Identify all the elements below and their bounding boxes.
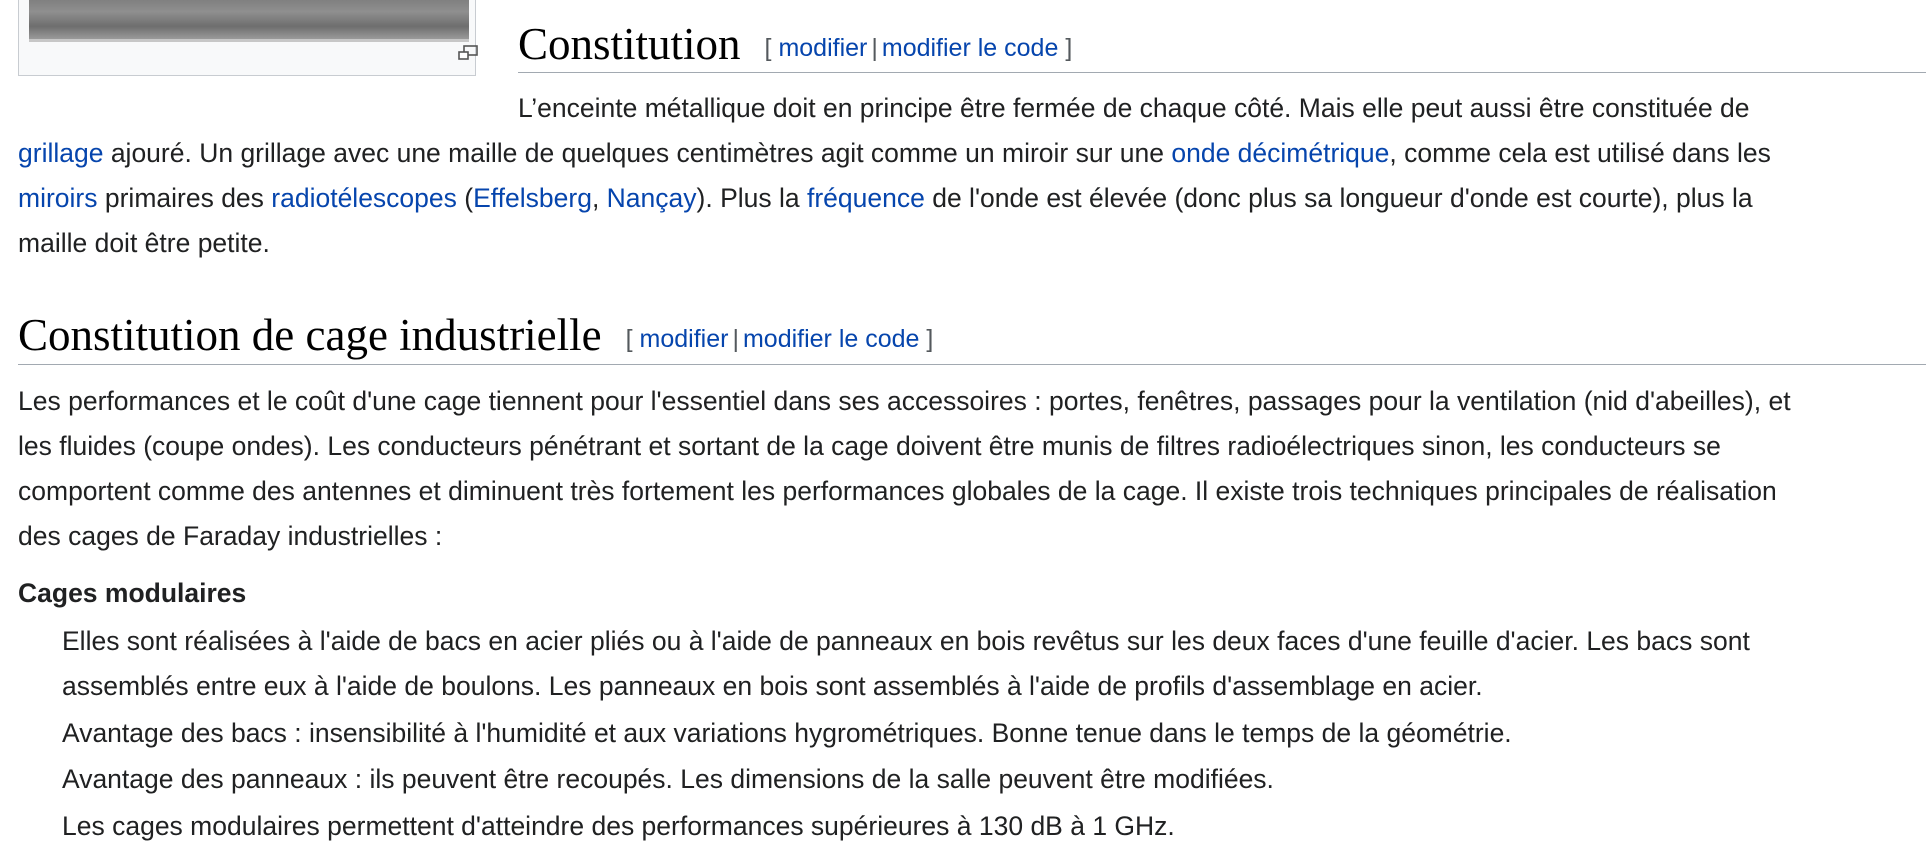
definition-line: Les cages modulaires permettent d'atteindre des performances supérieures à 130 dB à 1 GHz. [62, 811, 1175, 841]
edit-section: [ modifier | modifier le code ] [625, 325, 934, 353]
heading-divider [18, 364, 1926, 365]
definition-line: Elles sont réalisées à l'aide de bacs en acier pliés ou à l'aide de panneaux en bois revêtus sur les deux faces d'une feuille d'acier. Les bacs sont [62, 626, 1750, 656]
link-frequence[interactable]: fréquence [806, 183, 925, 213]
section-paragraph-line: maille doit être petite. [18, 228, 270, 258]
edit-source-link[interactable]: modifier le code [742, 325, 920, 353]
link-onde-decimetrique[interactable]: onde décimétrique [1171, 138, 1390, 168]
section-paragraph-line: comportent comme des antennes et diminuent très fortement les performances globales de la cage. Il existe trois techniques principales de réalisation [18, 476, 1777, 506]
edit-link[interactable]: modifier [639, 325, 729, 353]
definition-line: Avantage des bacs : insensibilité à l'humidité et aux variations hygrométriques. Bonne tenue dans le temps de la géométrie. [62, 718, 1512, 748]
section-paragraph-line: Les performances et le coût d'une cage tiennent pour l'essentiel dans ses accessoires : portes, fenêtres, passages pour la ventilation (nid d'abeilles), et [18, 386, 1791, 416]
edit-section: [ modifier | modifier le code ] [764, 34, 1073, 62]
section-heading-constitution-cage-industrielle [18, 309, 933, 361]
section-paragraph-line: des cages de Faraday industrielles : [18, 521, 443, 551]
section-paragraph-line: grillage ajouré. Un grillage avec une maille de quelques centimètres agit comme un miroir sur une onde décimétrique, comme cela est utilisé dans les [18, 138, 1771, 168]
definition-term: Cages modulaires [18, 578, 247, 608]
edit-link[interactable]: modifier [778, 34, 868, 62]
section-heading-constitution [518, 18, 1072, 70]
section-title: Constitution [518, 19, 741, 69]
magnify-clip-icon[interactable] [457, 45, 479, 61]
definition-line: Avantage des panneaux : ils peuvent être recoupés. Les dimensions de la salle peuvent être modifiées. [62, 764, 1274, 794]
image-thumbnail [18, 0, 476, 76]
edit-source-link[interactable]: modifier le code [881, 34, 1059, 62]
link-effelsberg[interactable]: Effelsberg [473, 183, 592, 213]
link-radiotelescopes[interactable]: radiotélescopes [271, 183, 457, 213]
link-grillage[interactable]: grillage [18, 138, 104, 168]
section-paragraph-line: miroirs primaires des radiotélescopes (Effelsberg, Nançay). Plus la fréquence de l'onde est élevée (donc plus sa longueur d'onde est courte), plus la [18, 183, 1753, 213]
link-nancay[interactable]: Nançay [606, 183, 697, 213]
definition-line: assemblés entre eux à l'aide de boulons. Les panneaux en bois sont assemblés à l'aide de profils d'assemblage en acier. [62, 671, 1483, 701]
thumbnail-image[interactable] [29, 0, 469, 42]
link-miroirs[interactable]: miroirs [18, 183, 98, 213]
heading-divider [518, 72, 1926, 73]
section-paragraph-line: L’enceinte métallique doit en principe être fermée de chaque côté. Mais elle peut aussi être constituée de [518, 93, 1750, 123]
section-paragraph-line: les fluides (coupe ondes). Les conducteurs pénétrant et sortant de la cage doivent être munis de filtres radioélectriques sinon, les conducteurs se [18, 431, 1721, 461]
section-title: Constitution de cage industrielle [18, 310, 602, 360]
